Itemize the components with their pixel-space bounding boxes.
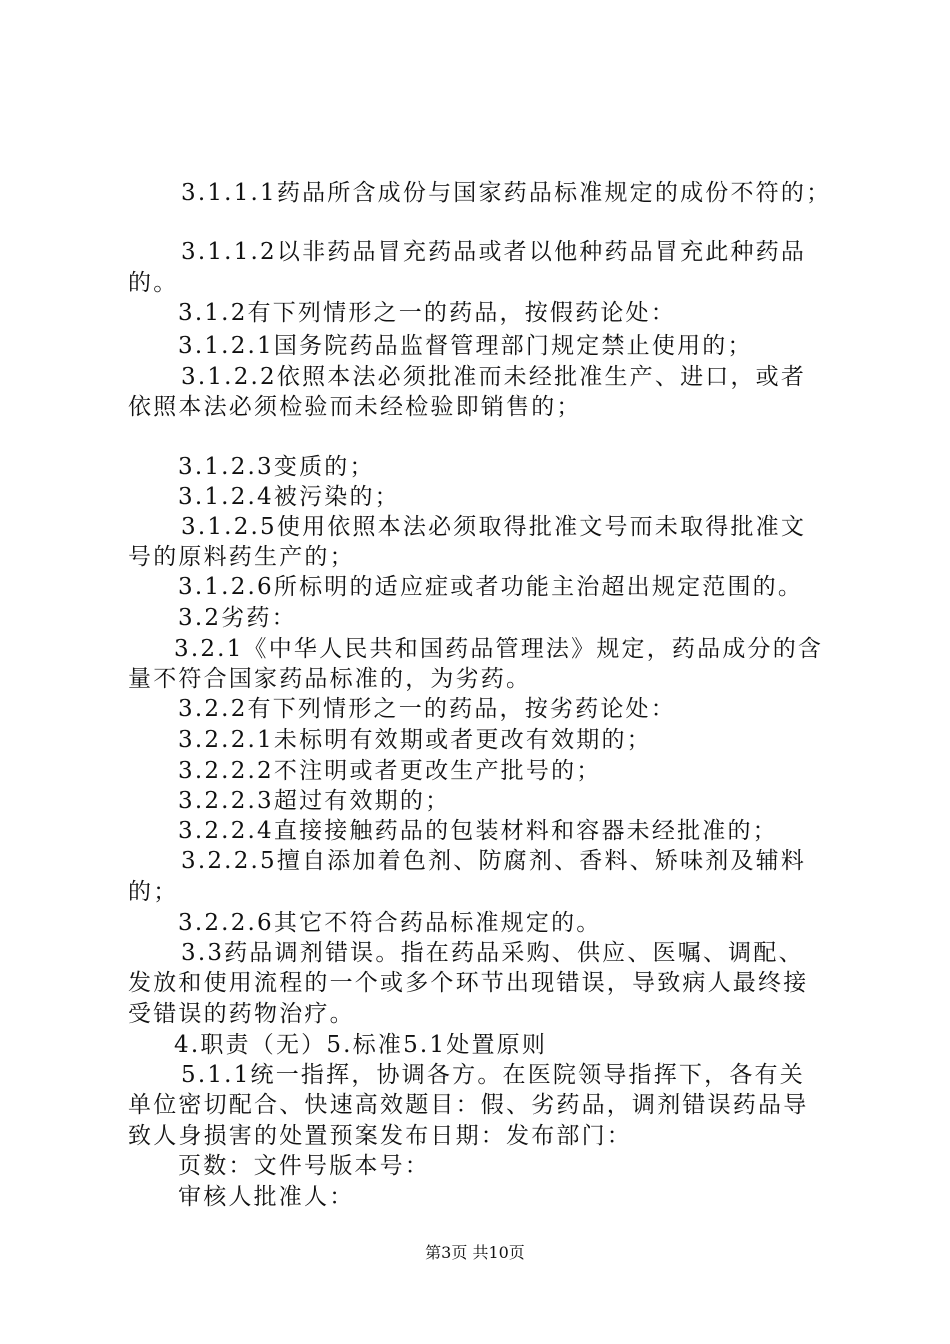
text-line: 3.2.2.5擅自添加着色剂、防腐剂、香料、矫味剂及辅料 (181, 848, 807, 874)
text-line: 3.1.2.2依照本法必须批准而未经批准生产、进口，或者 (181, 364, 807, 390)
text-line: 发放和使用流程的一个或多个环节出现错误，导致病人最终接 (128, 970, 809, 996)
text-line: 3.2.2.4直接接触药品的包装材料和容器未经批准的； (178, 818, 778, 844)
text-line: 页数：文件号版本号： (178, 1153, 430, 1179)
text-line: 3.1.2.1国务院药品监督管理部门规定禁止使用的； (178, 333, 753, 359)
text-line: 受错误的药物治疗。 (128, 1001, 355, 1027)
text-line: 3.1.1.1药品所含成份与国家药品标准规定的成份不符的； (181, 180, 832, 206)
text-line: 号的原料药生产的； (128, 544, 355, 570)
text-line: 3.1.2.6所标明的适应症或者功能主治超出规定范围的。 (178, 574, 804, 600)
text-line: 3.2.2有下列情形之一的药品，按劣药论处： (178, 696, 676, 722)
text-line: 的； (128, 879, 179, 905)
text-line: 审核人批准人： (178, 1184, 355, 1210)
text-line: 依照本法必须检验而未经检验即销售的； (128, 394, 582, 420)
text-line: 致人身损害的处置预案发布日期：发布部门： (128, 1123, 632, 1149)
text-line: 3.2.2.2不注明或者更改生产批号的； (178, 758, 602, 784)
text-line: 3.2.2.6其它不符合药品标准规定的。 (178, 910, 602, 936)
text-line: 3.2劣药： (178, 605, 297, 631)
page-number-footer: 第3页 共10页 (425, 1243, 525, 1262)
text-line: 4.职责（无）5.标准5.1处置原则 (174, 1032, 548, 1058)
text-line: 3.1.1.2以非药品冒充药品或者以他种药品冒充此种药品 (181, 239, 807, 265)
text-line: 的。 (128, 270, 179, 296)
text-line: 3.1.2.3变质的； (178, 454, 375, 480)
text-line: 量不符合国家药品标准的，为劣药。 (128, 666, 532, 692)
text-line: 3.1.2.4被污染的； (178, 484, 400, 510)
text-line: 3.1.2.5使用依照本法必须取得批准文号而未取得批准文 (181, 514, 807, 540)
text-line: 3.2.2.3超过有效期的； (178, 788, 451, 814)
text-line: 3.2.2.1未标明有效期或者更改有效期的； (178, 727, 652, 753)
text-line: 3.1.2有下列情形之一的药品，按假药论处： (178, 300, 676, 326)
text-line: 单位密切配合、快速高效题目：假、劣药品，调剂错误药品导 (128, 1092, 809, 1118)
text-line: 3.2.1《中华人民共和国药品管理法》规定，药品成分的含 (174, 636, 824, 662)
text-line: 5.1.1统一指挥，协调各方。在医院领导指挥下，各有关 (181, 1062, 805, 1088)
text-line: 3.3药品调剂错误。指在药品采购、供应、医嘱、调配、 (181, 940, 804, 966)
